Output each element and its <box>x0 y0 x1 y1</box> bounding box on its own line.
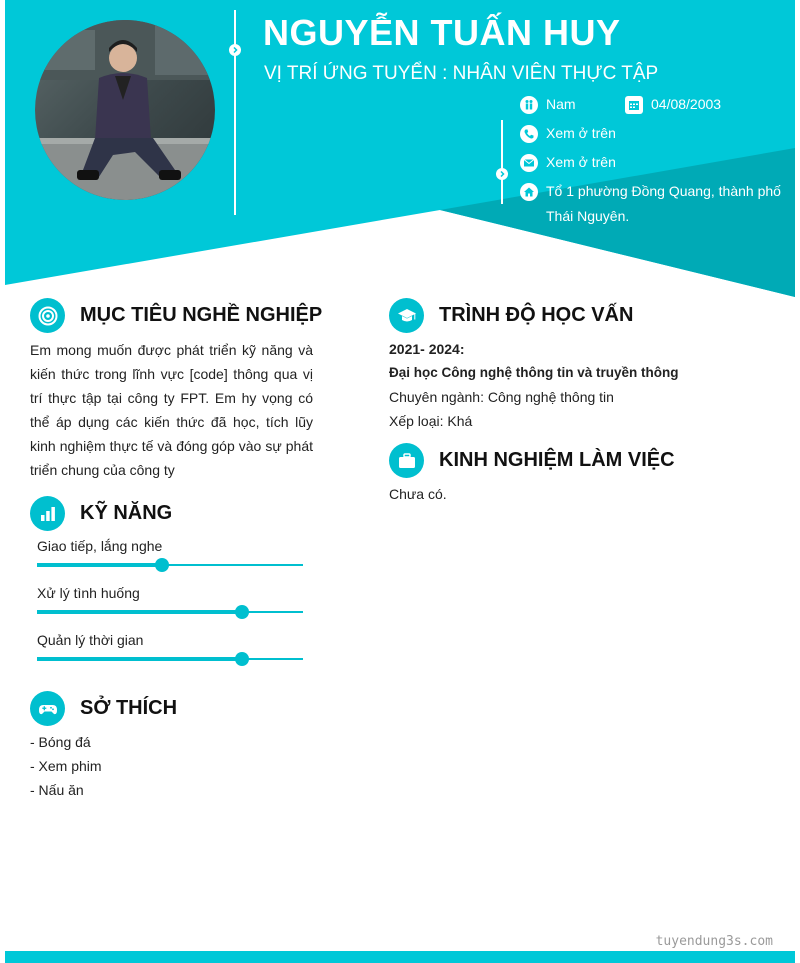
skill-slider-knob <box>155 558 169 572</box>
phone-icon <box>520 125 538 143</box>
education-major: Chuyên ngành: Công nghệ thông tin <box>389 389 614 405</box>
education-title: TRÌNH ĐỘ HỌC VẤN <box>439 304 634 326</box>
skill-bar <box>37 652 303 666</box>
skill-item <box>37 632 303 666</box>
objective-text <box>30 338 313 482</box>
bar-chart-icon <box>30 496 65 531</box>
gender-icon <box>520 96 538 114</box>
hobbies-title: SỞ THÍCH <box>80 697 178 719</box>
objective-line: Em mong muốn được phát triển kỹ năng và <box>30 342 313 358</box>
objective-line: kinh nghiệm thực tế và đóng góp vào sự phát <box>30 438 313 454</box>
skill-label: Quản lý thời gian <box>37 632 144 648</box>
list-item: - Xem phim <box>30 758 102 774</box>
calendar-icon <box>625 96 643 114</box>
watermark: tuyendung3s.com <box>655 934 773 949</box>
birthday-text: 04/08/2003 <box>651 96 722 112</box>
education-school: Đại học Công nghệ thông tin và truyền thông <box>389 365 679 380</box>
education-rank: Xếp loại: Khá <box>389 413 473 429</box>
profile-photo <box>35 20 215 200</box>
home-icon <box>520 183 538 201</box>
envelope-icon <box>520 154 538 172</box>
education-section-header <box>389 298 633 333</box>
skills-section-header <box>30 496 172 531</box>
skill-label: Xử lý tình huống <box>37 585 140 601</box>
address-line-2: Thái Nguyên. <box>546 208 630 224</box>
objective-title: MỤC TIÊU NGHỀ NGHIỆP <box>80 304 323 326</box>
skill-label: Giao tiếp, lắng nghe <box>37 538 163 554</box>
skills-title: KỸ NĂNG <box>80 502 173 524</box>
skill-slider-knob <box>235 652 249 666</box>
education-period: 2021- 2024: <box>389 341 465 357</box>
skill-item <box>37 538 303 572</box>
address-info <box>520 183 781 229</box>
chevron-right-icon <box>229 44 241 56</box>
candidate-name: NGUYỄN TUẤN HUY <box>263 12 621 53</box>
email-info <box>520 154 616 175</box>
objective-line: triển chung của công ty <box>30 462 175 478</box>
list-item: - Bóng đá <box>30 734 91 750</box>
skill-item <box>37 585 303 619</box>
gamepad-icon <box>30 691 65 726</box>
target-icon <box>30 298 65 333</box>
birthday-info <box>625 96 721 117</box>
hobbies-section-header <box>30 691 177 726</box>
skill-slider-knob <box>235 605 249 619</box>
objective-section-header <box>30 298 322 333</box>
cv-page <box>5 0 795 963</box>
skill-bar <box>37 558 303 572</box>
applied-position: VỊ TRÍ ỨNG TUYỂN : NHÂN VIÊN THỰC TẬP <box>264 63 659 84</box>
objective-line: kiến thức trong lĩnh vực [code] thông qua vị <box>30 366 313 382</box>
info-divider-line <box>501 120 503 204</box>
email-text: Xem ở trên <box>546 154 616 170</box>
experience-text: Chưa có. <box>389 486 447 502</box>
graduation-cap-icon <box>389 298 424 333</box>
objective-line: thể áp dụng các kiến thức đã học, tích lũy <box>30 414 313 430</box>
briefcase-icon <box>389 443 424 478</box>
experience-section-header <box>389 443 675 478</box>
education-details <box>389 337 789 433</box>
header-divider-line <box>234 10 236 215</box>
footer-bar <box>5 951 795 963</box>
experience-title: KINH NGHIỆM LÀM VIỆC <box>439 449 675 471</box>
objective-line: trí thực tập tại công ty FPT. Em hy vọng có <box>30 390 313 406</box>
phone-info <box>520 125 616 146</box>
address-line-1: Tổ 1 phường Đồng Quang, thành phố <box>546 183 781 199</box>
hobbies-list <box>30 730 102 802</box>
phone-text: Xem ở trên <box>546 125 616 141</box>
skill-bar <box>37 605 303 619</box>
gender-text: Nam <box>546 96 576 112</box>
gender-info <box>520 96 576 117</box>
list-item: - Nấu ăn <box>30 782 84 798</box>
chevron-right-icon <box>496 168 508 180</box>
